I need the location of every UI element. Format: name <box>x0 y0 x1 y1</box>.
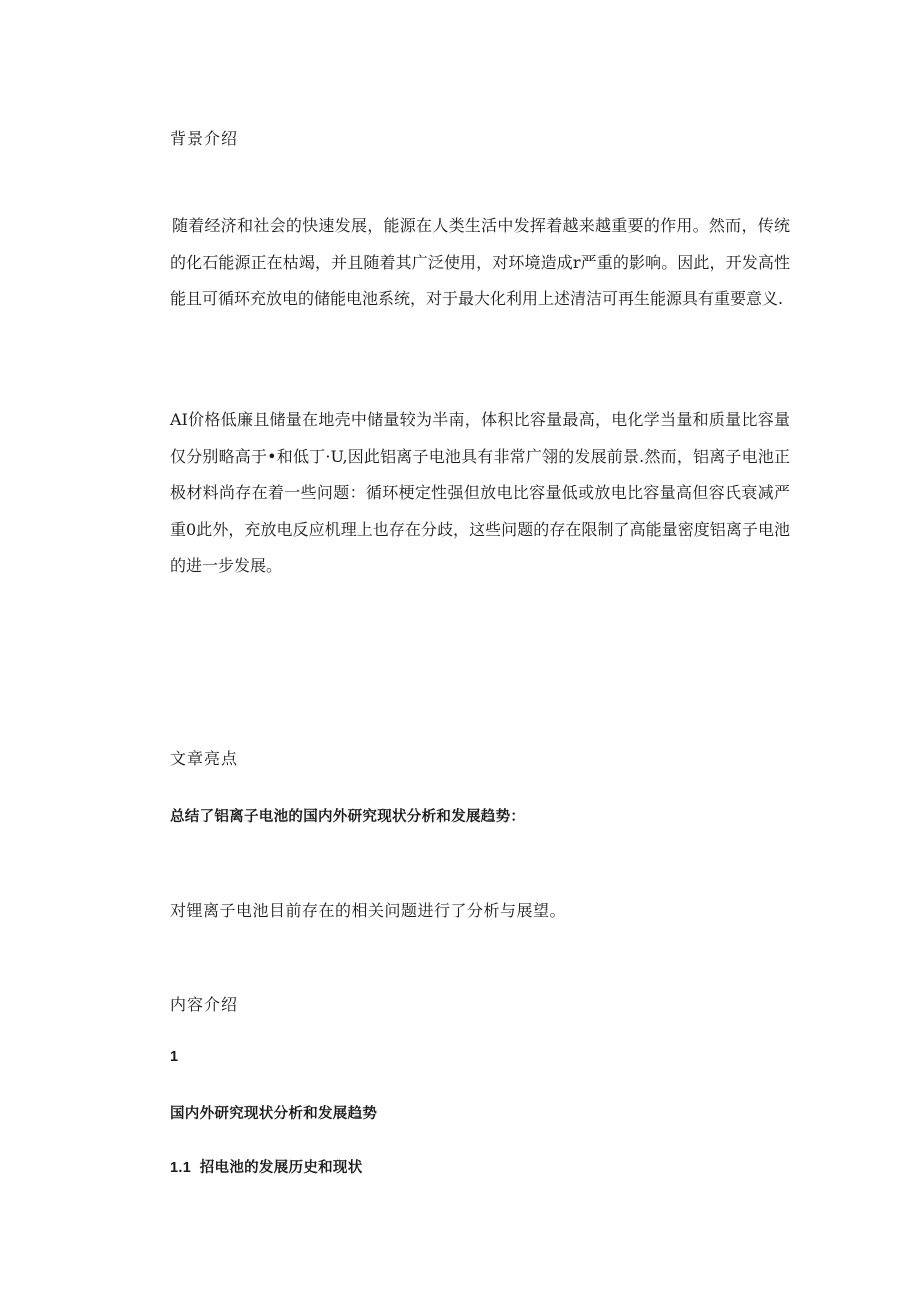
chapter-title: 国内外研究现状分析和发展趋势 <box>170 1106 378 1122</box>
content-heading: 内容介绍 <box>170 995 239 1014</box>
background-paragraph-1: 随着经济和社会的快速发展，能源在人类生活中发挥着越来越重要的作用。然而，传统的化石能源正在枯竭，并且随着其广泛使用，对环境造成r严重的影响。因此，开发高性能且可循环充放电的储能电池系统，对于最大化利用上述清洁可再生能源具有重要意义. <box>170 216 790 308</box>
chapter-number: 1 <box>170 1049 179 1065</box>
background-heading: 背景介绍 <box>170 129 239 148</box>
highlight-point-2: 对锂离子电池目前存在的相关问题进行了分析与展望。 <box>170 901 567 920</box>
highlight-point-1: 总结了铝离子电池的国内外研究现状分析和发展趋势： <box>170 809 526 825</box>
background-paragraph-2: AI价格低廉且储量在地壳中储量较为半南，体积比容量最高，电化学当量和质量比容量仅分别略高于•和低丁·U,因此铝离子电池具有非常广翎的发展前景.然而，铝离子电池正极材料尚存在着一些问题：循环梗定性强但放电比容量低或放电比容量高但容氏衰减严重0此外，充放电反应机理上也存在分歧，这些问题的存在限制了高能量密度铝离子电池的进一步发展。 <box>170 410 790 575</box>
highlights-heading: 文章亮点 <box>170 749 239 768</box>
subsection-title: 1.1 招电池的发展历史和现状 <box>170 1160 363 1176</box>
